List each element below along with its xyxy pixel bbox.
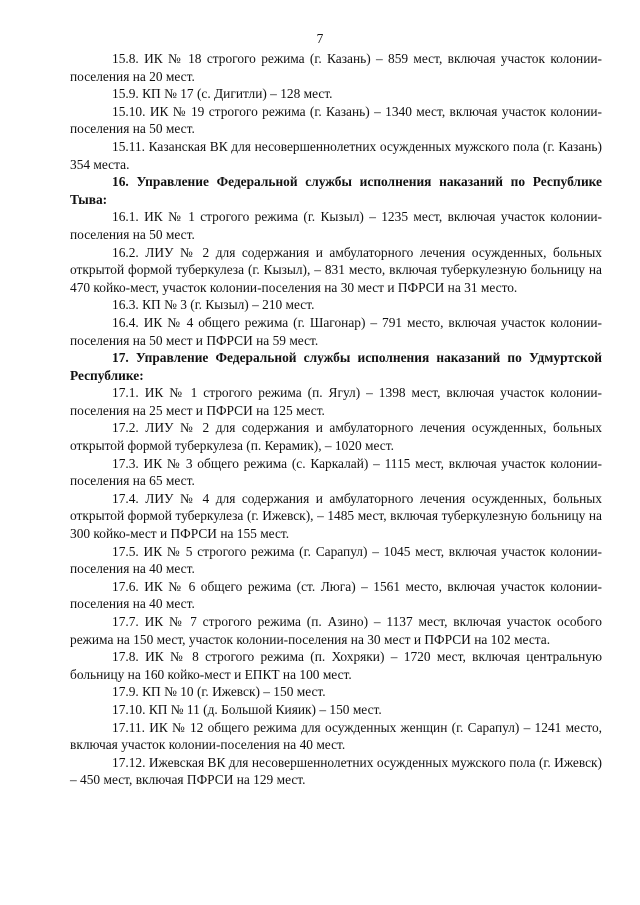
paragraph-17-7: 17.7. ИК № 7 строгого режима (п. Азино) – 1137 мест, включая участок особого режима на 150 мест, участок колонии-поселения на 30 мест и ПФРСИ на 102 места.	[70, 614, 602, 647]
paragraph-17-1: 17.1. ИК № 1 строгого режима (п. Ягул) – 1398 мест, включая участок колонии-поселения на 25 мест и ПФРСИ на 125 мест.	[70, 385, 602, 418]
paragraph-16-2: 16.2. ЛИУ № 2 для содержания и амбулаторного лечения осужденных, больных открытой формой туберкулеза (г. Кызыл), – 831 место, включая туберкулезную больницу на 470 койко-мест, участок колонии-поселения на 30 мест и ПФРСИ на 31 место.	[70, 244, 602, 295]
paragraph-17-3: 17.3. ИК № 3 общего режима (с. Каркалай) – 1115 мест, включая участок колонии-поселения на 65 мест.	[70, 455, 602, 489]
paragraph-16-1: 16.1. ИК № 1 строгого режима (г. Кызыл) – 1235 мест, включая участок колонии-поселения на 50 мест.	[70, 209, 602, 242]
document-body	[70, 50, 602, 789]
paragraph-17-6: 17.6. ИК № 6 общего режима (ст. Люга) – 1561 место, включая участок колонии-поселения на 40 мест.	[70, 578, 602, 612]
section-heading-17: 17. Управление Федеральной службы исполнения наказаний по Удмуртской Республике:	[70, 350, 602, 383]
paragraph-17-2: 17.2. ЛИУ № 2 для содержания и амбулаторного лечения осужденных, больных открытой формой туберкулеза (п. Керамик), – 1020 мест.	[70, 420, 602, 454]
paragraph-17-5: 17.5. ИК № 5 строгого режима (г. Сарапул) – 1045 мест, включая участок колонии-поселения на 40 мест.	[70, 543, 602, 577]
paragraph-17-12: 17.12. Ижевская ВК для несовершеннолетних осужденных мужского пола (г. Ижевск) – 450 мест, включая ПФРСИ на 129 мест.	[70, 754, 602, 788]
paragraph-17-8: 17.8. ИК № 8 строгого режима (п. Хохряки) – 1720 мест, включая центральную больницу на 160 койко-мест и ЕПКТ на 100 мест.	[70, 649, 602, 682]
paragraph-15-9: 15.9. КП № 17 (с. Дигитли) – 128 мест.	[112, 86, 333, 102]
paragraph-15-10: 15.10. ИК № 19 строгого режима (г. Казань) – 1340 мест, включая участок колонии-поселения на 50 мест.	[70, 103, 602, 137]
paragraph-17-4: 17.4. ЛИУ № 4 для содержания и амбулаторного лечения осужденных, больных открытой формой туберкулеза (г. Ижевск), – 1485 мест, включая туберкулезную больницу на 300 койко-мест и ПФРСИ на 155 мест.	[70, 490, 602, 542]
paragraph-16-3: 16.3. КП № 3 (г. Кызыл) – 210 мест.	[112, 297, 315, 313]
paragraph-17-11: 17.11. ИК № 12 общего режима для осужденных женщин (г. Сарапул) – 1241 место, включая участок колонии-поселения на 40 мест.	[70, 719, 602, 753]
paragraph-16-4: 16.4. ИК № 4 общего режима (г. Шагонар) – 791 место, включая участок колонии-поселения на 50 мест и ПФРСИ на 59 мест.	[70, 314, 602, 348]
paragraph-17-9: 17.9. КП № 10 (г. Ижевск) – 150 мест.	[112, 684, 326, 700]
paragraph-17-10: 17.10. КП № 11 (д. Большой Кияик) – 150 мест.	[112, 701, 382, 717]
paragraph-15-11: 15.11. Казанская ВК для несовершеннолетних осужденных мужского пола (г. Казань) 354 места.	[70, 138, 602, 172]
page-number: 7	[316, 31, 324, 46]
section-heading-16: 16. Управление Федеральной службы исполнения наказаний по Республике Тыва:	[70, 174, 602, 207]
paragraph-15-8: 15.8. ИК № 18 строгого режима (г. Казань) – 859 мест, включая участок колонии-поселения на 20 мест.	[70, 51, 602, 84]
